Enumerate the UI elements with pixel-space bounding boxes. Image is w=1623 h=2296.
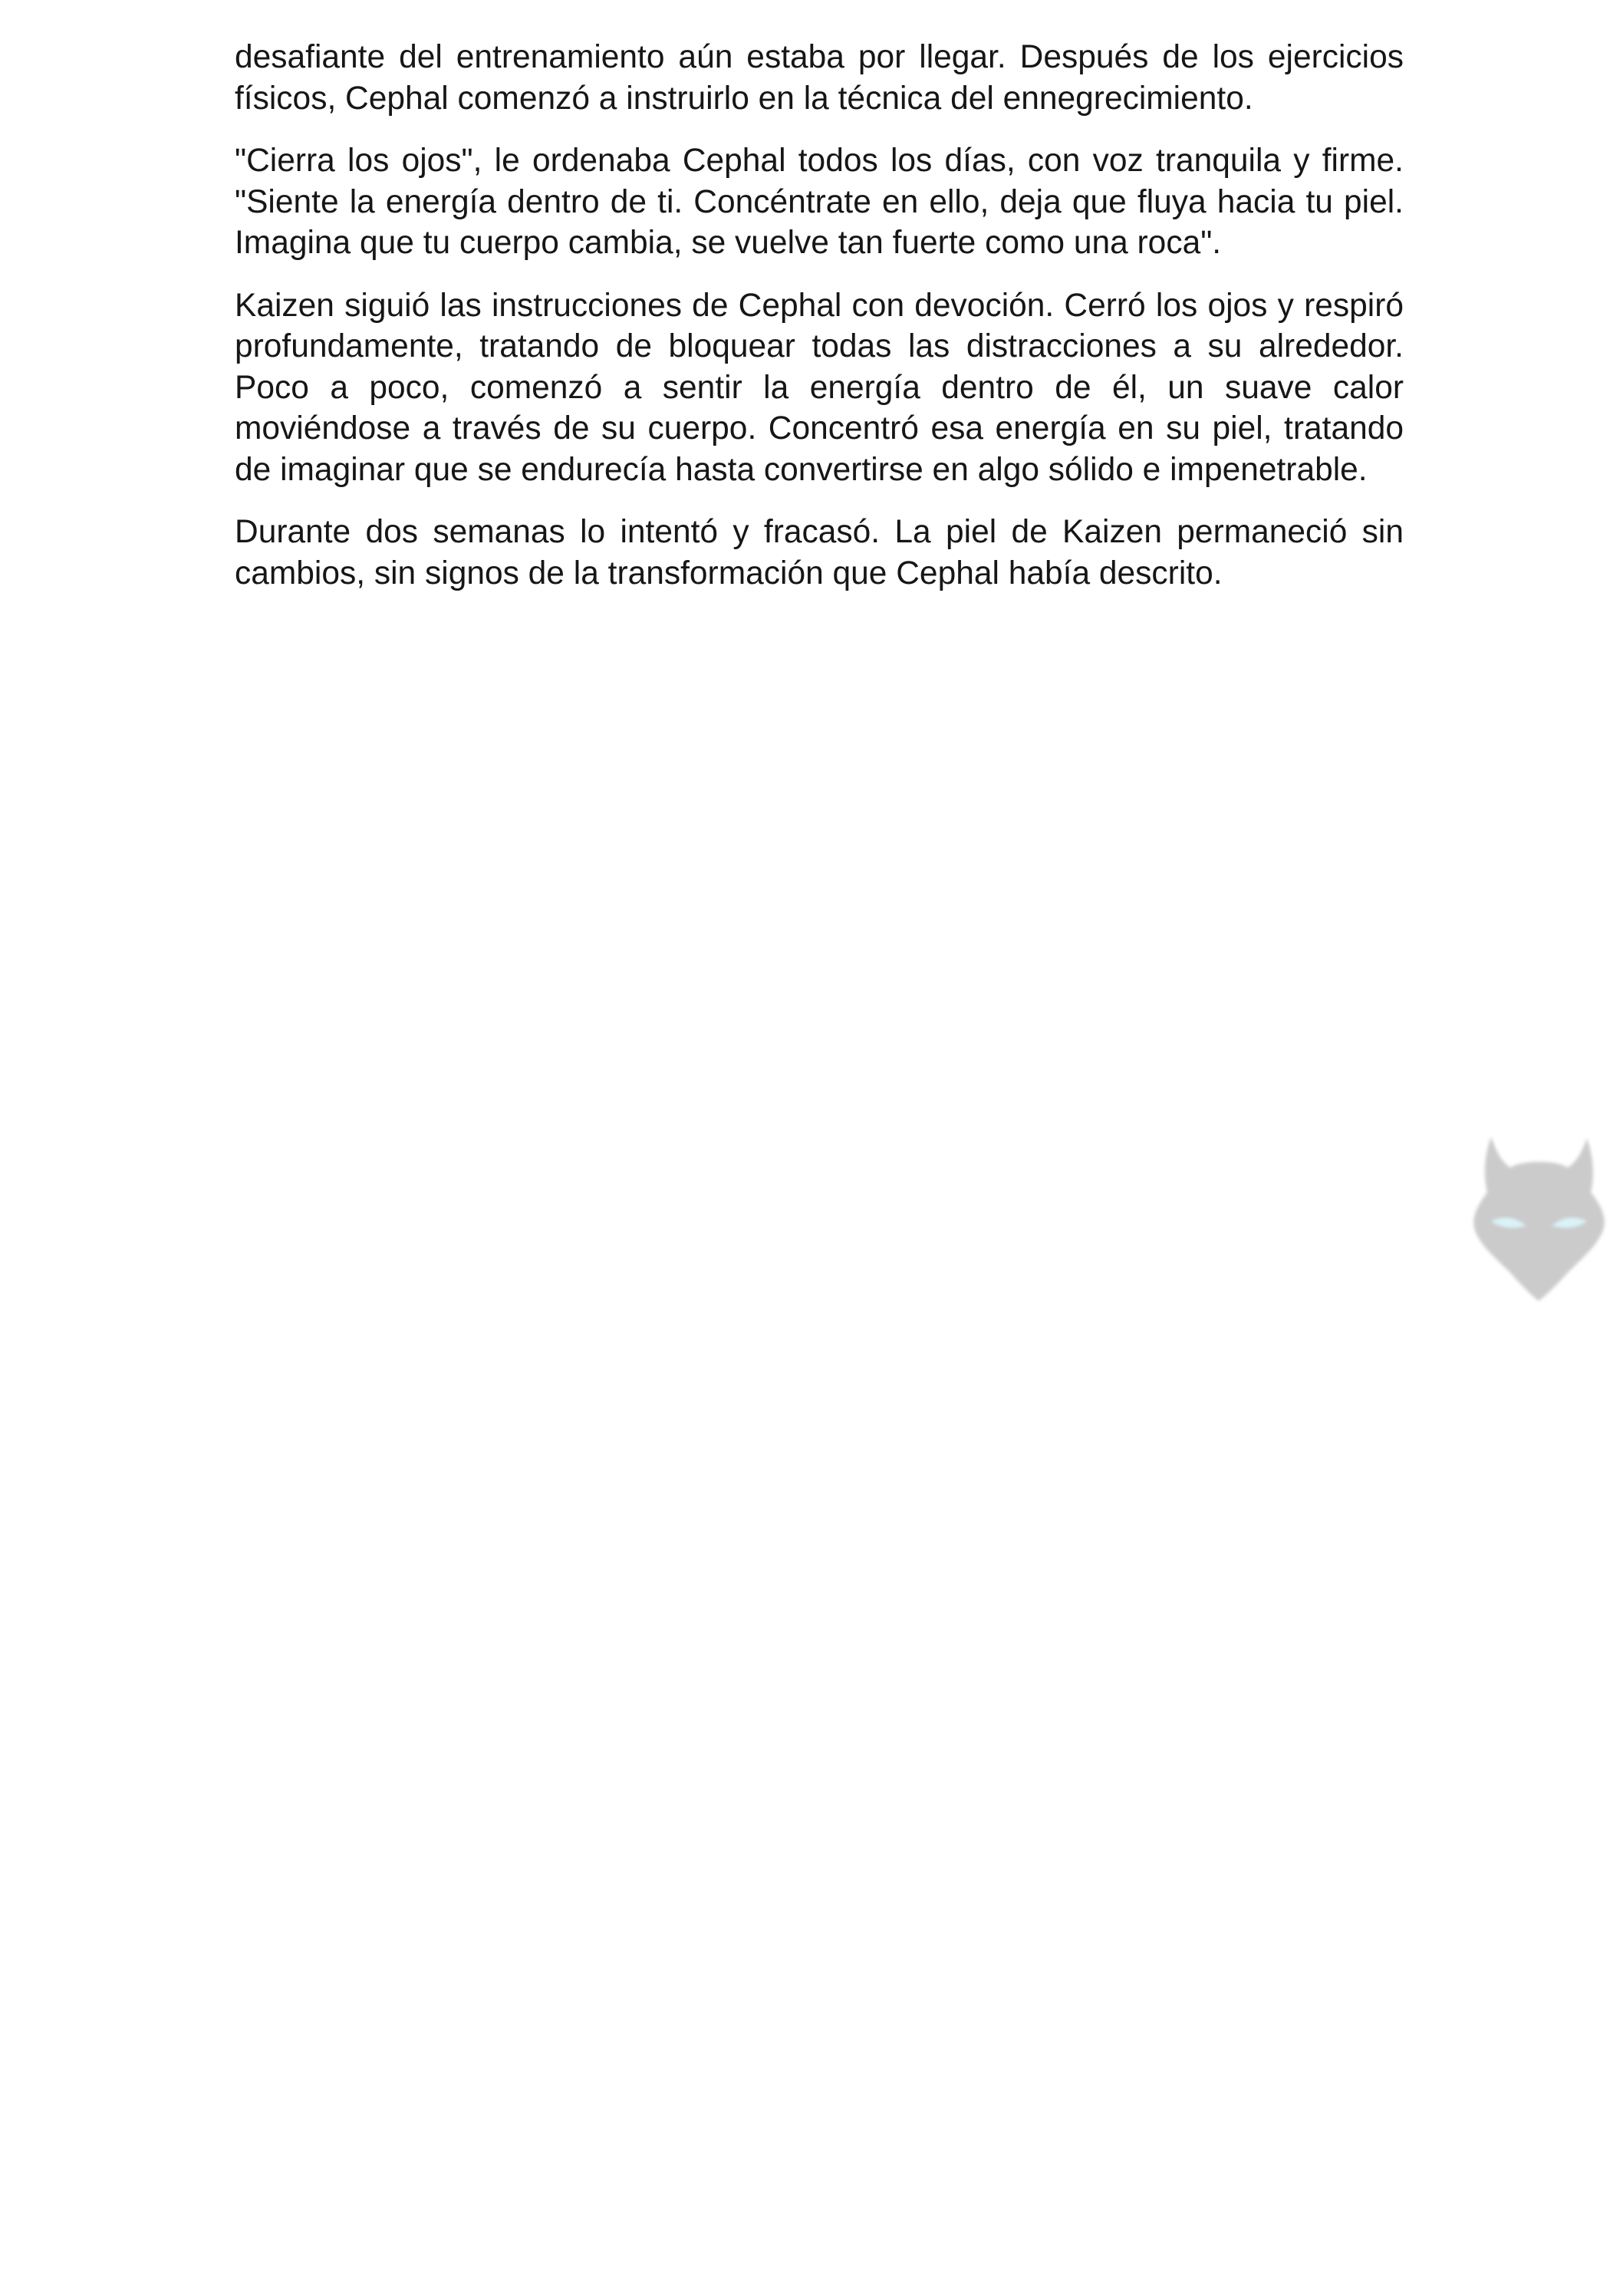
demon-head-icon <box>1468 1131 1610 1303</box>
paragraph-2: "Cierra los ojos", le ordenaba Cephal todos los días, con voz tranquila y firme. "Siente la energía dentro de ti. Concéntrate en ello, deja que fluya hacia tu piel. Imagina que tu cuerpo cambia, se vuelve tan fuerte como una roca". <box>235 143 1404 261</box>
paragraph-4: Durante dos semanas lo intentó y fracasó. La piel de Kaizen permaneció sin cambios, sin signos de la transformación que Cephal había descrito. <box>235 514 1404 591</box>
paragraph-1: desafiante del entrenamiento aún estaba por llegar. Después de los ejercicios físicos, Cephal comenzó a instruirlo en la técnica del ennegrecimiento. <box>235 39 1404 117</box>
paragraph-3: Kaizen siguió las instrucciones de Cephal con devoción. Cerró los ojos y respiró profundamente, tratando de bloquear todas las distracciones a su alrededor. Poco a poco, comenzó a sentir la energía dentro de él, un suave calor moviéndose a través de su cuerpo. Concentró esa energía en su piel, tratando de imaginar que se endurecía hasta convertirse en algo sólido e impenetrable. <box>235 287 1404 488</box>
body-text <box>235 37 1404 615</box>
